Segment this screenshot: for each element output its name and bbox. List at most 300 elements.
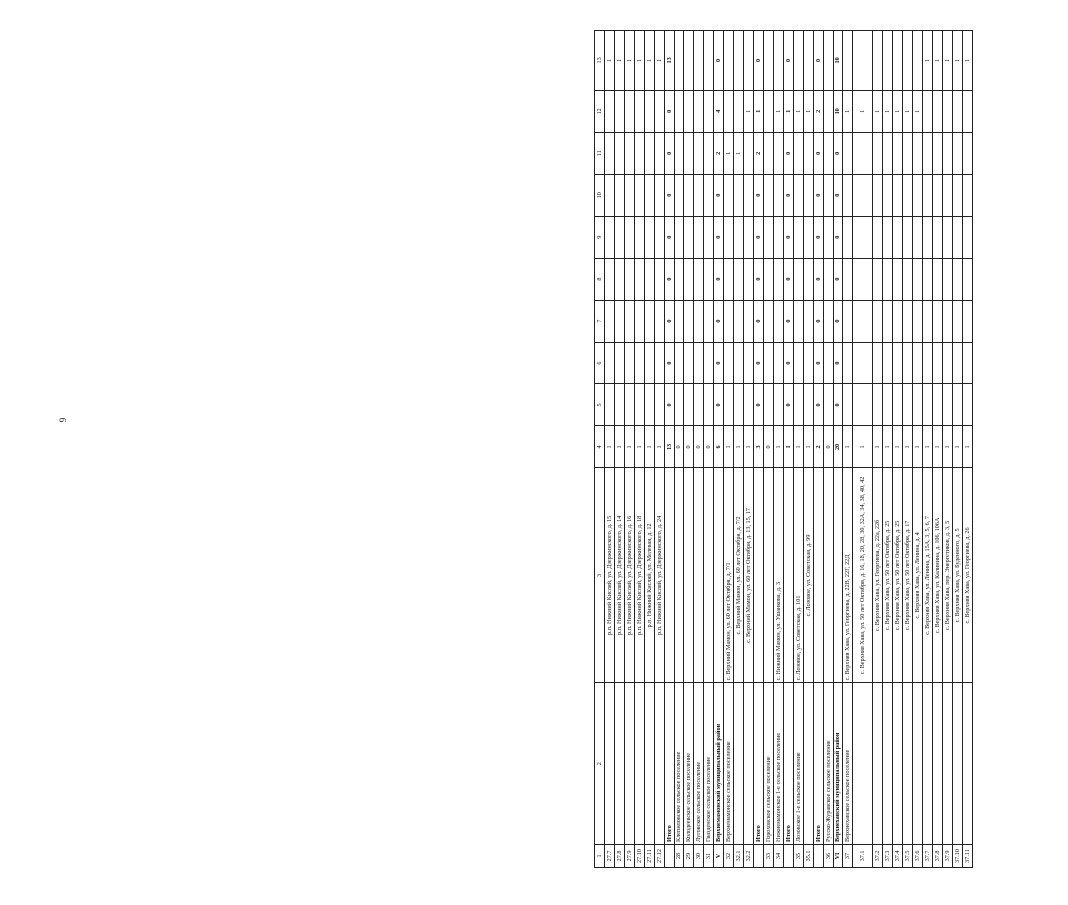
row-number-cell: 37.7 xyxy=(923,844,933,867)
c6-cell xyxy=(763,342,773,384)
header-cell-2: 2 xyxy=(595,683,605,845)
c13-cell: 1 xyxy=(644,31,654,91)
address-cell: с. Верхняя Хава, ул. Георгиева, д. 22В, 22Г, 22Д xyxy=(843,468,853,683)
address-cell: с. Лозовое, ул. Советская, д. 101 xyxy=(793,468,803,683)
table-header-row xyxy=(595,31,605,868)
c9-cell xyxy=(704,216,714,258)
c13-cell xyxy=(674,31,684,91)
c4-cell: 0 xyxy=(704,426,714,468)
settlement-cell xyxy=(933,683,943,845)
c9-cell xyxy=(694,216,704,258)
c10-cell xyxy=(853,174,873,216)
c10-cell: 0 xyxy=(754,174,764,216)
c8-cell xyxy=(634,258,644,300)
c12-cell xyxy=(734,90,744,132)
c6-cell xyxy=(744,342,754,384)
c5-cell xyxy=(823,384,833,426)
c12-cell xyxy=(704,90,714,132)
header-cell-6: 6 xyxy=(595,342,605,384)
settlement-cell xyxy=(614,683,624,845)
c8-cell xyxy=(624,258,634,300)
c11-cell xyxy=(962,132,972,174)
c9-cell xyxy=(624,216,634,258)
table-row xyxy=(614,31,624,868)
c5-cell: 0 xyxy=(813,384,823,426)
c8-cell xyxy=(734,258,744,300)
settlement-cell xyxy=(644,683,654,845)
table-row xyxy=(933,31,943,868)
row-number-cell: 37.9 xyxy=(942,844,952,867)
c8-cell xyxy=(763,258,773,300)
c10-cell xyxy=(674,174,684,216)
settlement-cell xyxy=(913,683,923,845)
c10-cell xyxy=(952,174,962,216)
address-cell xyxy=(674,468,684,683)
c13-cell xyxy=(744,31,754,91)
c12-cell: 10 xyxy=(833,90,843,132)
c7-cell: 0 xyxy=(714,300,724,342)
c9-cell xyxy=(923,216,933,258)
c4-cell: 1 xyxy=(952,426,962,468)
c13-cell xyxy=(893,31,903,91)
c4-cell: 1 xyxy=(783,426,793,468)
c5-cell xyxy=(604,384,614,426)
c11-cell: 0 xyxy=(783,132,793,174)
c5-cell xyxy=(923,384,933,426)
address-cell: с. Верхняя Хава, ул. 50 лет Октября, д. 25 xyxy=(893,468,903,683)
row-number-cell: 27.10 xyxy=(634,844,644,867)
c11-cell xyxy=(704,132,714,174)
settlement-cell: Луговское сельское поселение xyxy=(694,683,704,845)
settlement-cell: Гвазденское сельское поселение xyxy=(704,683,714,845)
c11-cell: 0 xyxy=(833,132,843,174)
c9-cell xyxy=(933,216,943,258)
c8-cell xyxy=(923,258,933,300)
table-row xyxy=(962,31,972,868)
c4-cell: 2 xyxy=(813,426,823,468)
table-row xyxy=(893,31,903,868)
c9-cell: 0 xyxy=(664,216,674,258)
c12-cell: 1 xyxy=(913,90,923,132)
settlement-cell: Верхнемамонский муниципальный район xyxy=(714,683,724,845)
c11-cell xyxy=(933,132,943,174)
c7-cell xyxy=(624,300,634,342)
c8-cell xyxy=(793,258,803,300)
table-row xyxy=(813,31,823,868)
table-row xyxy=(684,31,694,868)
c10-cell xyxy=(903,174,913,216)
c4-cell: 1 xyxy=(634,426,644,468)
c5-cell xyxy=(803,384,813,426)
c13-cell: 1 xyxy=(654,31,664,91)
c8-cell xyxy=(952,258,962,300)
settlement-cell: Клепиловское сельское поселение xyxy=(674,683,684,845)
c12-cell xyxy=(624,90,634,132)
c6-cell xyxy=(803,342,813,384)
c12-cell xyxy=(962,90,972,132)
c10-cell xyxy=(744,174,754,216)
settlement-cell: Лозовское 1-е сельское поселение xyxy=(793,683,803,845)
c10-cell: 0 xyxy=(833,174,843,216)
c7-cell xyxy=(644,300,654,342)
settlement-cell xyxy=(744,683,754,845)
settlement-cell xyxy=(604,683,614,845)
c12-cell: 1 xyxy=(843,90,853,132)
address-cell: с. Верхняя Хава, ул. 50 лет Октября, д. 17 xyxy=(903,468,913,683)
c6-cell xyxy=(614,342,624,384)
c13-cell: 0 xyxy=(783,31,793,91)
c12-cell: 1 xyxy=(893,90,903,132)
c4-cell: 0 xyxy=(763,426,773,468)
c11-cell: 1 xyxy=(724,132,734,174)
row-number-cell: 37.8 xyxy=(933,844,943,867)
c10-cell xyxy=(654,174,664,216)
c7-cell xyxy=(803,300,813,342)
row-number-cell: 32.2 xyxy=(744,844,754,867)
row-number-cell: 37.3 xyxy=(883,844,893,867)
address-cell xyxy=(783,468,793,683)
c6-cell xyxy=(634,342,644,384)
c11-cell: 2 xyxy=(754,132,764,174)
c7-cell: 0 xyxy=(783,300,793,342)
table-row xyxy=(644,31,654,868)
c6-cell: 0 xyxy=(783,342,793,384)
c6-cell xyxy=(843,342,853,384)
table-row xyxy=(763,31,773,868)
c6-cell xyxy=(704,342,714,384)
c13-cell xyxy=(724,31,734,91)
settlement-cell xyxy=(942,683,952,845)
c9-cell xyxy=(843,216,853,258)
c7-cell xyxy=(793,300,803,342)
settlement-cell: Итого xyxy=(754,683,764,845)
c13-cell xyxy=(843,31,853,91)
housing-table xyxy=(594,30,973,868)
c4-cell: 1 xyxy=(644,426,654,468)
row-number-cell: 27.9 xyxy=(624,844,634,867)
c11-cell xyxy=(823,132,833,174)
c10-cell xyxy=(962,174,972,216)
c9-cell xyxy=(942,216,952,258)
c9-cell xyxy=(952,216,962,258)
c10-cell xyxy=(604,174,614,216)
c5-cell: 0 xyxy=(783,384,793,426)
table-row xyxy=(654,31,664,868)
row-number-cell: VI xyxy=(833,844,843,867)
c9-cell xyxy=(773,216,783,258)
c4-cell: 0 xyxy=(694,426,704,468)
table-row xyxy=(833,31,843,868)
c9-cell: 0 xyxy=(714,216,724,258)
table-row xyxy=(604,31,614,868)
address-cell xyxy=(763,468,773,683)
c8-cell: 0 xyxy=(833,258,843,300)
table-row xyxy=(803,31,813,868)
c6-cell xyxy=(604,342,614,384)
table-row xyxy=(873,31,883,868)
c4-cell: 1 xyxy=(793,426,803,468)
c8-cell xyxy=(843,258,853,300)
c10-cell xyxy=(734,174,744,216)
c8-cell xyxy=(893,258,903,300)
c11-cell xyxy=(694,132,704,174)
c11-cell xyxy=(744,132,754,174)
row-number-cell xyxy=(664,844,674,867)
c5-cell xyxy=(763,384,773,426)
row-number-cell: 32.1 xyxy=(734,844,744,867)
c13-cell xyxy=(734,31,744,91)
c4-cell: 1 xyxy=(913,426,923,468)
address-cell: р.п. Нижний Кисляй, ул. Дзержинского, д. 15 xyxy=(604,468,614,683)
c5-cell xyxy=(744,384,754,426)
settlement-cell xyxy=(624,683,634,845)
c11-cell xyxy=(903,132,913,174)
c9-cell xyxy=(883,216,893,258)
c9-cell xyxy=(823,216,833,258)
address-cell: с. Верхняя Хава, ул. Калинина, д. 106, 106А xyxy=(933,468,943,683)
c7-cell xyxy=(962,300,972,342)
c7-cell: 0 xyxy=(833,300,843,342)
c6-cell: 0 xyxy=(664,342,674,384)
c11-cell xyxy=(614,132,624,174)
c12-cell xyxy=(694,90,704,132)
c6-cell xyxy=(913,342,923,384)
row-number-cell: 37.5 xyxy=(903,844,913,867)
row-number-cell: 30 xyxy=(694,844,704,867)
c13-cell: 0 xyxy=(714,31,724,91)
c4-cell: 1 xyxy=(744,426,754,468)
c12-cell xyxy=(604,90,614,132)
c4-cell: 1 xyxy=(853,426,873,468)
c6-cell xyxy=(873,342,883,384)
header-cell-7: 7 xyxy=(595,300,605,342)
c11-cell xyxy=(942,132,952,174)
c7-cell xyxy=(893,300,903,342)
c6-cell xyxy=(903,342,913,384)
c8-cell xyxy=(903,258,913,300)
c11-cell xyxy=(883,132,893,174)
header-cell-8: 8 xyxy=(595,258,605,300)
c5-cell xyxy=(793,384,803,426)
c4-cell: 20 xyxy=(833,426,843,468)
row-number-cell: V xyxy=(714,844,724,867)
c10-cell xyxy=(913,174,923,216)
c6-cell: 0 xyxy=(714,342,724,384)
c7-cell xyxy=(853,300,873,342)
c13-cell: 0 xyxy=(754,31,764,91)
c9-cell xyxy=(734,216,744,258)
settlement-cell: Колодеевское сельское поселение xyxy=(684,683,694,845)
c12-cell xyxy=(952,90,962,132)
c4-cell: 1 xyxy=(803,426,813,468)
c6-cell xyxy=(793,342,803,384)
c7-cell xyxy=(654,300,664,342)
row-number-cell: 29 xyxy=(684,844,694,867)
c9-cell xyxy=(684,216,694,258)
row-number-cell: 36 xyxy=(823,844,833,867)
row-number-cell: 27.12 xyxy=(654,844,664,867)
c13-cell xyxy=(684,31,694,91)
c12-cell xyxy=(933,90,943,132)
c12-cell xyxy=(724,90,734,132)
c12-cell xyxy=(634,90,644,132)
c6-cell: 0 xyxy=(813,342,823,384)
table-row xyxy=(734,31,744,868)
c12-cell xyxy=(654,90,664,132)
c8-cell xyxy=(654,258,664,300)
c8-cell xyxy=(933,258,943,300)
c9-cell: 0 xyxy=(813,216,823,258)
c13-cell: 1 xyxy=(952,31,962,91)
c12-cell: 1 xyxy=(783,90,793,132)
address-cell: с. Верхний Мамон, ул. 60 лет Октября, д. 7/1 xyxy=(724,468,734,683)
c10-cell: 0 xyxy=(783,174,793,216)
row-number-cell xyxy=(754,844,764,867)
c11-cell xyxy=(873,132,883,174)
settlement-cell xyxy=(853,683,873,845)
c6-cell xyxy=(684,342,694,384)
c4-cell: 1 xyxy=(734,426,744,468)
c12-cell: 1 xyxy=(883,90,893,132)
c12-cell: 1 xyxy=(744,90,754,132)
table-row xyxy=(783,31,793,868)
header-cell-5: 5 xyxy=(595,384,605,426)
c7-cell xyxy=(823,300,833,342)
table-row xyxy=(744,31,754,868)
address-cell xyxy=(823,468,833,683)
settlement-cell: Итого xyxy=(783,683,793,845)
header-cell-3: 3 xyxy=(595,468,605,683)
c10-cell: 0 xyxy=(664,174,674,216)
row-number-cell xyxy=(813,844,823,867)
c9-cell xyxy=(962,216,972,258)
c12-cell: 1 xyxy=(754,90,764,132)
c7-cell xyxy=(674,300,684,342)
c13-cell: 1 xyxy=(942,31,952,91)
c7-cell: 0 xyxy=(664,300,674,342)
c13-cell xyxy=(704,31,714,91)
c11-cell xyxy=(624,132,634,174)
c9-cell xyxy=(913,216,923,258)
c13-cell: 1 xyxy=(614,31,624,91)
c8-cell xyxy=(694,258,704,300)
address-cell: с. Верхняя Хава, пер. Энергетиков, д. 3, 5 xyxy=(942,468,952,683)
row-number-cell: 37.11 xyxy=(962,844,972,867)
row-number-cell: 37.1 xyxy=(853,844,873,867)
c13-cell xyxy=(793,31,803,91)
address-cell xyxy=(684,468,694,683)
address-cell: с. Верхняя Хава, ул. Георгиева, д. 22а, 22б xyxy=(873,468,883,683)
c13-cell xyxy=(803,31,813,91)
row-number-cell xyxy=(783,844,793,867)
c9-cell xyxy=(793,216,803,258)
c12-cell xyxy=(763,90,773,132)
settlement-cell xyxy=(803,683,813,845)
c8-cell: 0 xyxy=(714,258,724,300)
c9-cell xyxy=(744,216,754,258)
c10-cell xyxy=(694,174,704,216)
c11-cell xyxy=(634,132,644,174)
c8-cell xyxy=(853,258,873,300)
address-cell xyxy=(813,468,823,683)
c10-cell xyxy=(873,174,883,216)
row-number-cell: 27.7 xyxy=(604,844,614,867)
c6-cell: 0 xyxy=(754,342,764,384)
c12-cell xyxy=(823,90,833,132)
c10-cell xyxy=(923,174,933,216)
settlement-cell xyxy=(903,683,913,845)
c6-cell xyxy=(773,342,783,384)
c6-cell xyxy=(654,342,664,384)
c13-cell: 13 xyxy=(664,31,674,91)
c11-cell xyxy=(923,132,933,174)
address-cell xyxy=(704,468,714,683)
c12-cell: 1 xyxy=(803,90,813,132)
c8-cell xyxy=(913,258,923,300)
c13-cell xyxy=(903,31,913,91)
header-cell-11: 11 xyxy=(595,132,605,174)
c9-cell xyxy=(724,216,734,258)
c8-cell xyxy=(942,258,952,300)
c4-cell: 1 xyxy=(962,426,972,468)
c7-cell xyxy=(843,300,853,342)
c8-cell xyxy=(644,258,654,300)
table-row xyxy=(704,31,714,868)
c4-cell: 0 xyxy=(684,426,694,468)
c9-cell xyxy=(803,216,813,258)
table-row xyxy=(853,31,873,868)
table-row xyxy=(913,31,923,868)
c13-cell xyxy=(773,31,783,91)
c5-cell xyxy=(654,384,664,426)
c11-cell xyxy=(674,132,684,174)
c9-cell: 0 xyxy=(783,216,793,258)
c10-cell xyxy=(823,174,833,216)
c12-cell xyxy=(923,90,933,132)
c8-cell xyxy=(883,258,893,300)
table-row xyxy=(664,31,674,868)
c5-cell xyxy=(933,384,943,426)
c10-cell xyxy=(763,174,773,216)
c10-cell xyxy=(793,174,803,216)
c6-cell xyxy=(883,342,893,384)
c8-cell xyxy=(803,258,813,300)
c5-cell xyxy=(952,384,962,426)
row-number-cell: 32 xyxy=(724,844,734,867)
table-row xyxy=(952,31,962,868)
c8-cell xyxy=(823,258,833,300)
settlement-cell: Русско-Журавское сельское поселение xyxy=(823,683,833,845)
c7-cell xyxy=(923,300,933,342)
settlement-cell xyxy=(952,683,962,845)
header-cell-12: 12 xyxy=(595,90,605,132)
c10-cell xyxy=(803,174,813,216)
c8-cell xyxy=(724,258,734,300)
c9-cell xyxy=(873,216,883,258)
c6-cell xyxy=(674,342,684,384)
c4-cell: 1 xyxy=(624,426,634,468)
c5-cell xyxy=(873,384,883,426)
header-cell-9: 9 xyxy=(595,216,605,258)
c7-cell: 0 xyxy=(754,300,764,342)
c7-cell: 0 xyxy=(813,300,823,342)
c6-cell xyxy=(952,342,962,384)
address-cell: р.п. Нижний Кисляй, ул. Дзержинского, д. 24 xyxy=(654,468,664,683)
address-cell: с. Верхний Мамон, ул. 60 лет Октября, д. 13, 15, 17 xyxy=(744,468,754,683)
header-cell-10: 10 xyxy=(595,174,605,216)
c11-cell xyxy=(893,132,903,174)
c7-cell xyxy=(903,300,913,342)
